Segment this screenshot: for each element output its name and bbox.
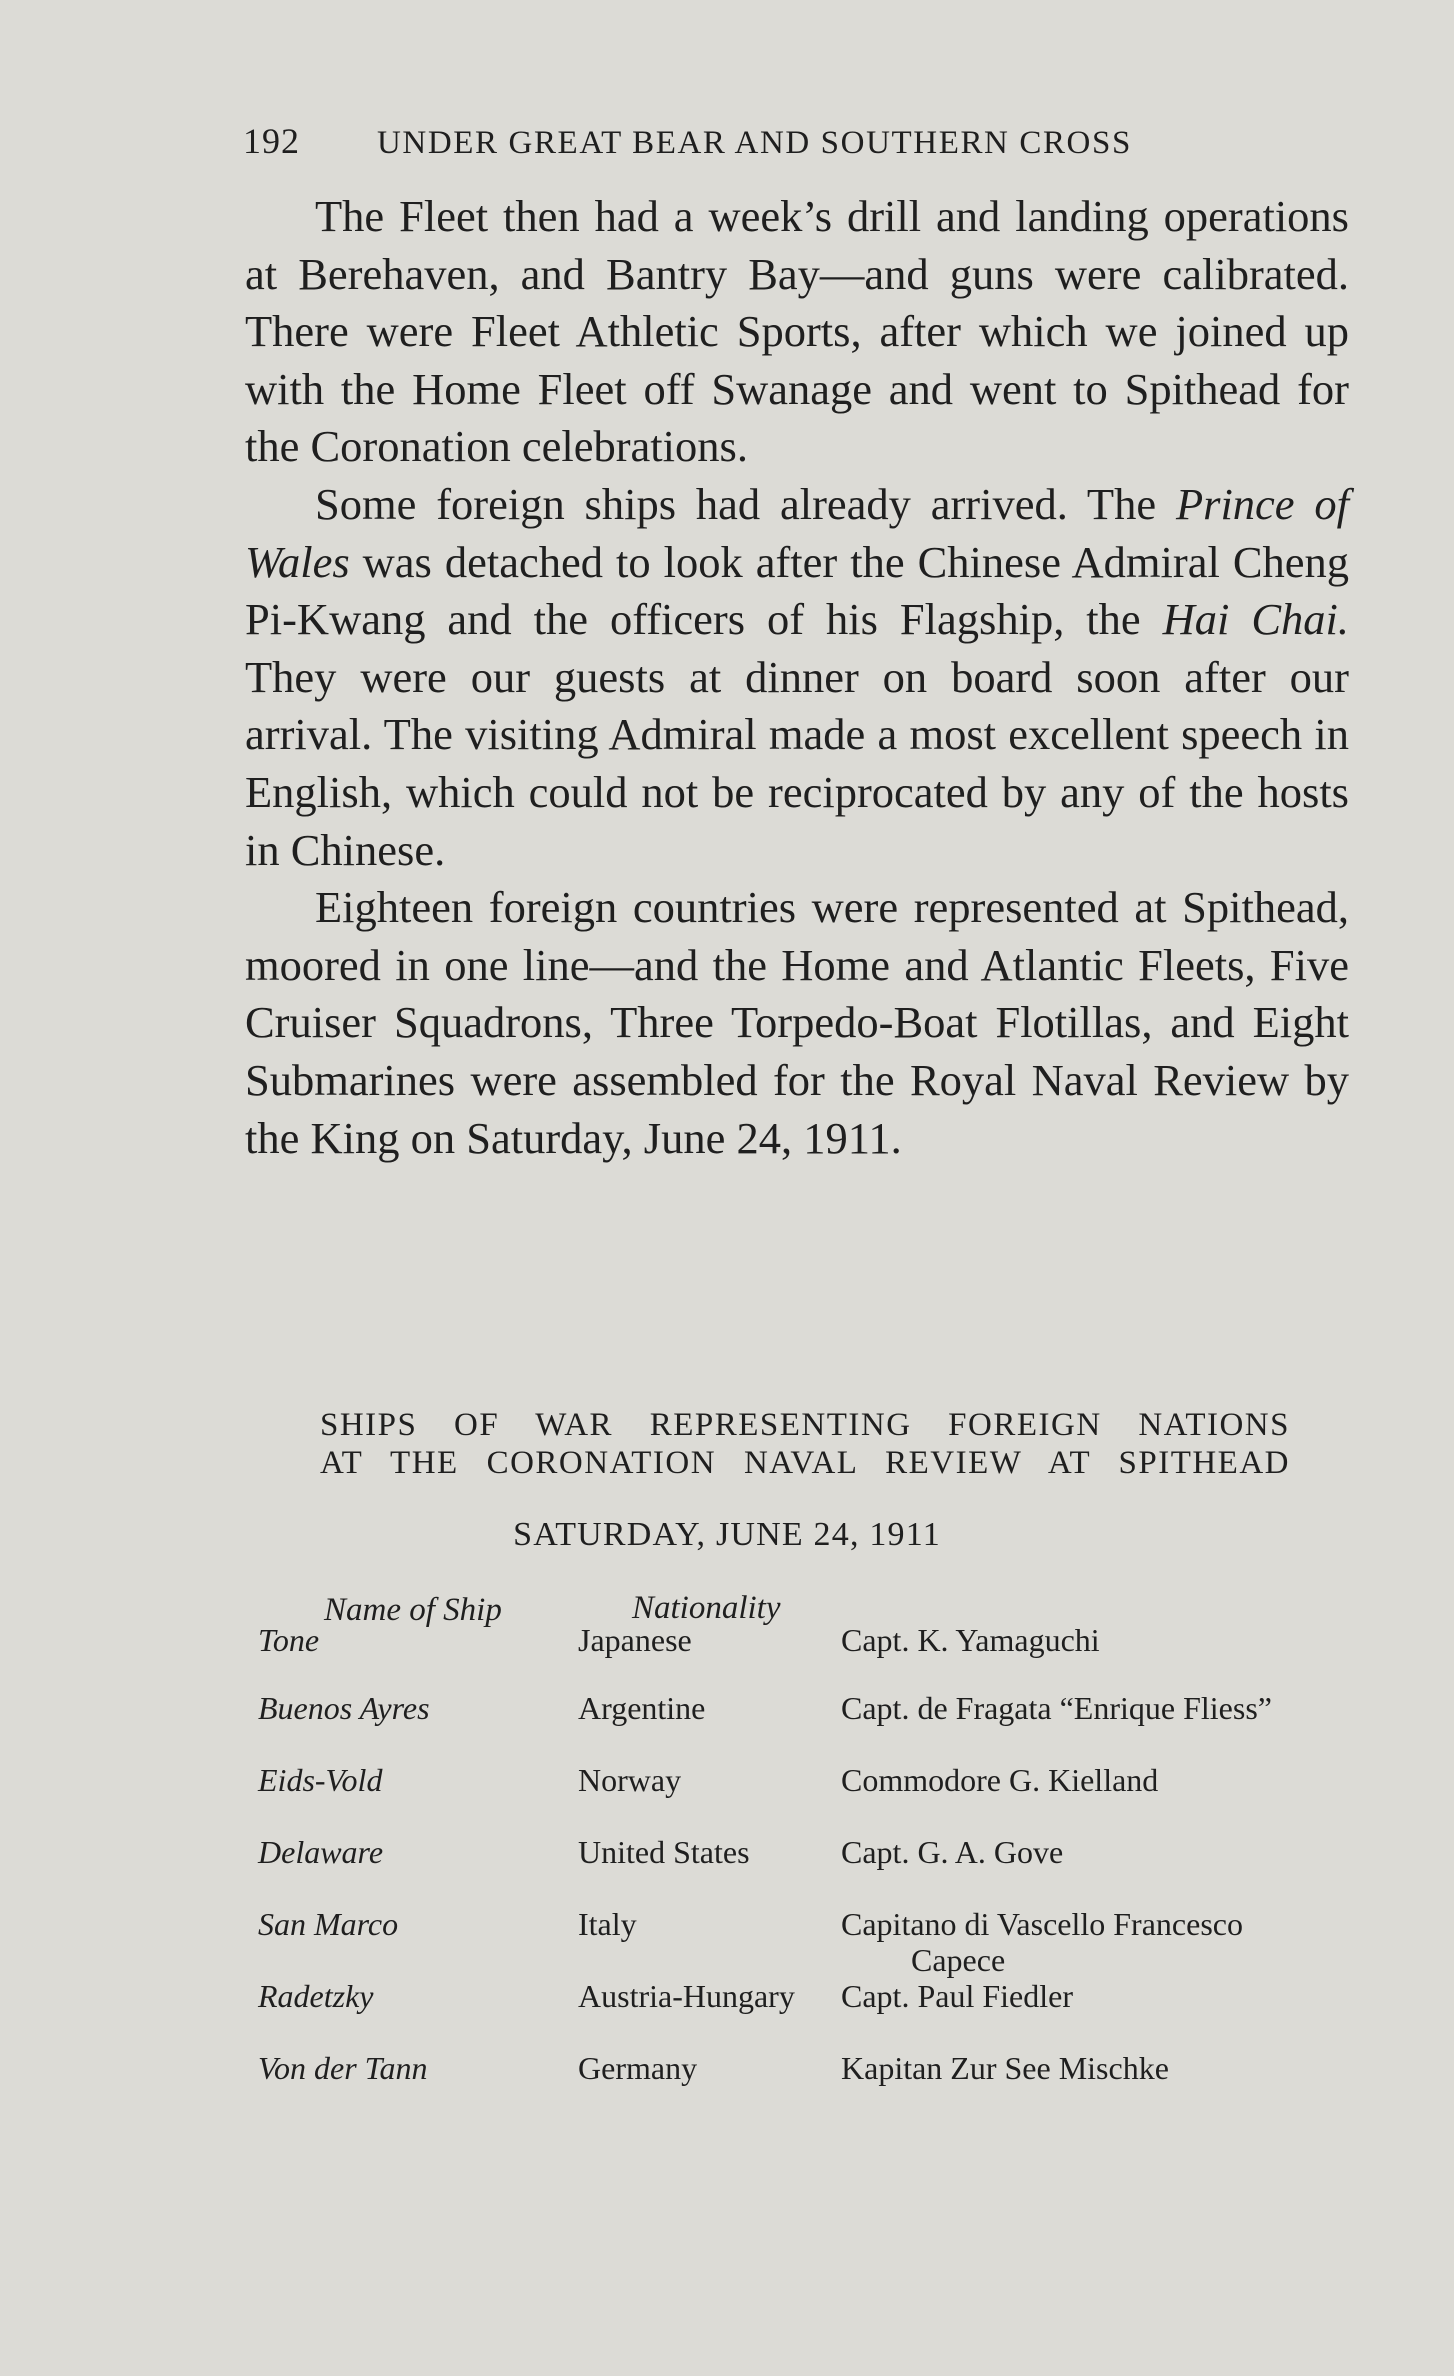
table-date: SATURDAY, JUNE 24, 1911 bbox=[513, 1516, 941, 1553]
ship-commander-line-2: Capece bbox=[911, 1942, 1006, 1978]
table-row bbox=[258, 2050, 1358, 2122]
table-title-line-1: SHIPS OF WAR REPRESENTING FOREIGN NATIONS bbox=[320, 1407, 1290, 1443]
table-row bbox=[258, 1906, 1358, 1978]
ship-name: San Marco bbox=[258, 1906, 399, 1942]
page-number: 192 bbox=[243, 121, 300, 161]
body-text bbox=[245, 188, 1349, 1167]
table-row bbox=[258, 1978, 1358, 2050]
paragraph-3: Eighteen foreign countries were represented at Spithead, moored in one line—and the Home and Atlantic Fleets, Five Cruiser Squadrons, Three Torpedo-Boat Flotillas, and Eight Submarines were assembled for the Royal Naval Review by the King on Saturday, June 24, 1911. bbox=[245, 882, 1349, 1163]
paragraph-2-part-a: Some foreign ships had already arrived. The bbox=[315, 478, 1176, 529]
ship-nationality: Argentine bbox=[578, 1690, 706, 1726]
ship-nationality: Norway bbox=[578, 1762, 682, 1798]
ship-commander: Commodore G. Kielland bbox=[841, 1762, 1159, 1798]
column-header-nationality: Nationality bbox=[632, 1590, 781, 1626]
ship-commander bbox=[841, 1906, 1361, 1978]
ship-commander: Kapitan Zur See Mischke bbox=[841, 2050, 1169, 2086]
ship-nationality: Austria-Hungary bbox=[578, 1978, 795, 2014]
ship-commander: Capt. G. A. Gove bbox=[841, 1834, 1064, 1870]
table-title bbox=[320, 1406, 1290, 1482]
running-title: UNDER GREAT BEAR AND SOUTHERN CROSS bbox=[377, 125, 1132, 161]
ship-name-prince-of-wales: Prince of Wales bbox=[245, 478, 1350, 587]
ship-name: Von der Tann bbox=[258, 2050, 428, 2086]
ships-table bbox=[258, 1622, 1358, 2122]
table-title-line-2: AT THE CORONATION NAVAL REVIEW AT SPITHEAD bbox=[320, 1445, 1290, 1481]
column-header-ship: Name of Ship bbox=[324, 1592, 502, 1628]
paragraph-2 bbox=[245, 476, 1349, 879]
table-row bbox=[258, 1690, 1358, 1762]
ship-name: Buenos Ayres bbox=[258, 1690, 430, 1726]
ship-name: Eids-Vold bbox=[258, 1762, 383, 1798]
ship-commander: Capt. de Fragata “Enrique Fliess” bbox=[841, 1690, 1272, 1726]
ship-nationality: Germany bbox=[578, 2050, 698, 2086]
paragraph-1: The Fleet then had a week’s drill and landing operations at Berehaven, and Bantry Bay—and guns were calibrated. There were Fleet Athletic Sports, after which we joined up with the Home Fleet off Swanage and went to Spithead for the Coronation celebrations. bbox=[245, 191, 1349, 472]
ship-commander: Capt. Paul Fiedler bbox=[841, 1978, 1073, 2014]
paragraph-2-part-c: They were our guests at dinner on board soon after our arrival. The visiting Admiral made a most excellent speech in English, which could not be reciprocated by any of the hosts in Chinese. bbox=[245, 651, 1349, 875]
ship-commander: Capt. K. Yamaguchi bbox=[841, 1622, 1100, 1658]
ship-commander-line-1: Capitano di Vascello Francesco bbox=[841, 1906, 1243, 1942]
page-header bbox=[243, 120, 1203, 162]
paragraph-2-part-b: was detached to look after the Chinese Admiral Cheng Pi-Kwang and the officers of his Flagship, the bbox=[245, 536, 1349, 645]
ship-name: Delaware bbox=[258, 1834, 384, 1870]
table-row bbox=[258, 1622, 1358, 1690]
ship-nationality: United States bbox=[578, 1834, 750, 1870]
ship-name: Radetzky bbox=[258, 1978, 374, 2014]
ship-nationality: Italy bbox=[578, 1906, 637, 1942]
ship-name-hai-chai: Hai Chai. bbox=[1162, 594, 1349, 645]
ship-nationality: Japanese bbox=[578, 1622, 692, 1658]
ship-name: Tone bbox=[258, 1622, 320, 1658]
table-row bbox=[258, 1762, 1358, 1834]
table-row bbox=[258, 1834, 1358, 1906]
